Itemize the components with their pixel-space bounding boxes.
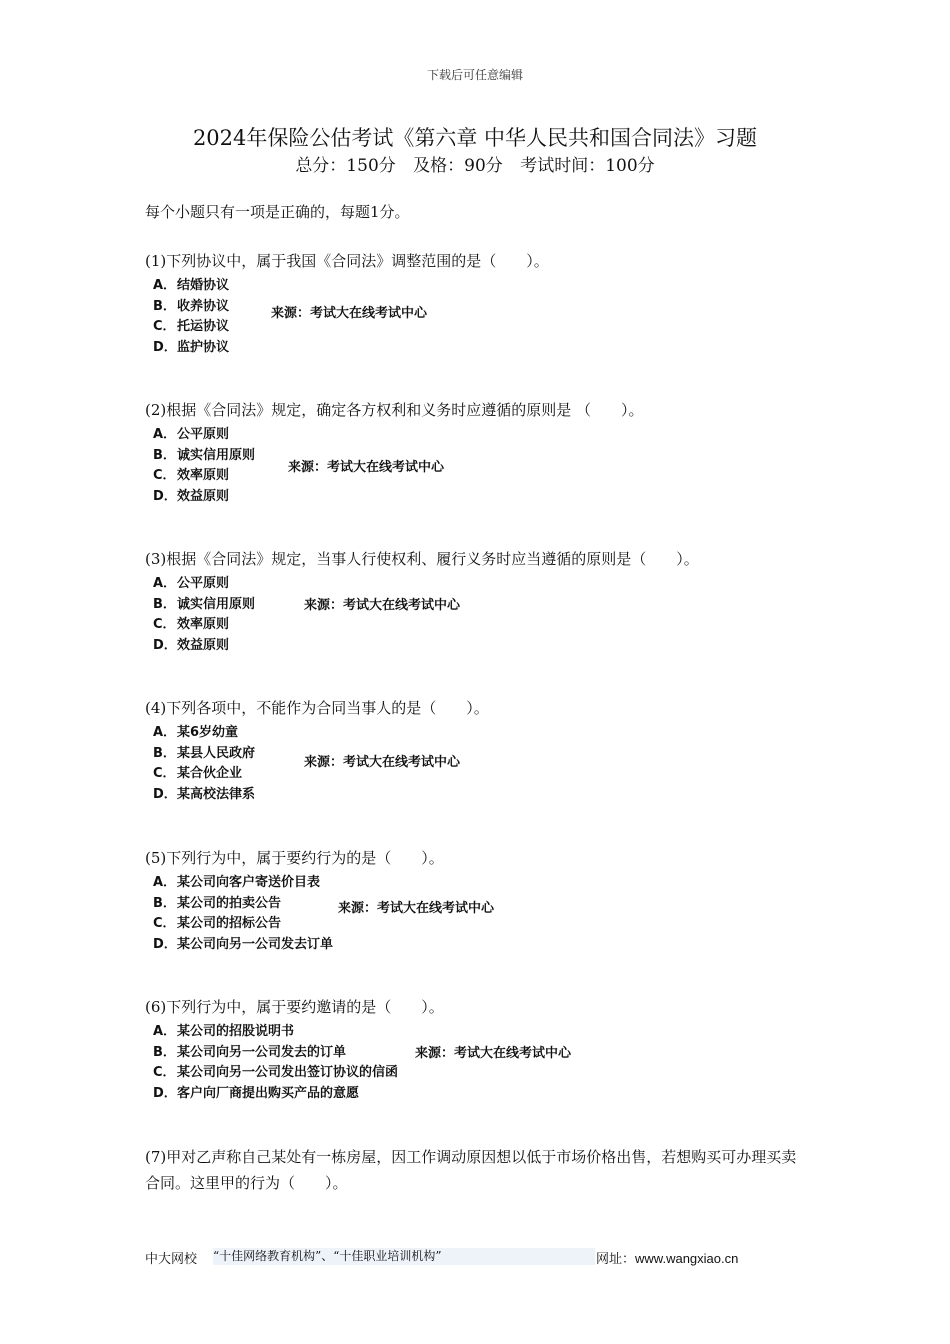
- source-note: 来源：考试大在线考试中心: [415, 1046, 572, 1061]
- question-1: [145, 248, 825, 358]
- option-b: B．某县人民政府: [153, 745, 256, 761]
- option-a: A．某公司向客户寄送价目表: [153, 875, 321, 890]
- question-7: [145, 1144, 810, 1196]
- source-note: 来源：考试大在线考试中心: [304, 598, 461, 613]
- source-note: 来源：考试大在线考试中心: [338, 901, 495, 916]
- question-5: [145, 845, 825, 955]
- school-name: 中大网校: [145, 1252, 198, 1267]
- source-note: 来源：考试大在线考试中心: [288, 460, 445, 475]
- options-list: [153, 425, 825, 507]
- question-stem: (5)下列行为中，属于要约行为的是（ ）。: [145, 849, 444, 867]
- source-note: 来源：考试大在线考试中心: [271, 306, 428, 321]
- question-stem: (3)根据《合同法》规定，当事人行使权利、履行义务时应当遵循的原则是（ ）。: [145, 550, 699, 568]
- page-title: 2024年保险公估考试《第六章 中华人民共和国合同法》习题: [192, 126, 758, 150]
- question-stem: (7)甲对乙声称自己某处有一栋房屋，因工作调动原因想以低于市场价格出售，若想购买可办理买卖合同。这里甲的行为（ ）。: [145, 1148, 797, 1192]
- footer-website: [596, 1248, 738, 1267]
- option-d: D．效益原则: [153, 488, 230, 504]
- option-d: D．监护协议: [153, 339, 230, 355]
- exam-time: 考试时间：100分: [520, 156, 655, 176]
- option-d: D．客户向厂商提出购买产品的意愿: [153, 1085, 360, 1101]
- option-a: A．某公司的招股说明书: [153, 1024, 295, 1039]
- option-b: B．诚实信用原则: [153, 447, 256, 463]
- question-2: [145, 397, 825, 507]
- question-4: [145, 695, 825, 805]
- option-c: C．某公司的招标公告: [153, 916, 282, 931]
- instruction-text: 每个小题只有一项是正确的，每题1分。: [145, 203, 410, 221]
- option-b: B．诚实信用原则: [153, 596, 256, 612]
- page-footer: [145, 1248, 785, 1266]
- source-note: 来源：考试大在线考试中心: [304, 755, 461, 770]
- option-d: D．某公司向另一公司发去订单: [153, 936, 334, 952]
- option-c: C．某合伙企业: [153, 766, 243, 781]
- option-a: A．公平原则: [153, 576, 230, 591]
- option-c: C．效率原则: [153, 617, 230, 632]
- options-list: [153, 574, 825, 656]
- question-stem: (1)下列协议中，属于我国《合同法》调整范围的是（ ）。: [145, 252, 549, 270]
- options-list: [153, 276, 825, 358]
- option-b: B．收养协议: [153, 298, 230, 314]
- pass-score: 及格：90分: [413, 156, 503, 176]
- question-stem: (4)下列各项中，不能作为合同当事人的是（ ）。: [145, 699, 489, 717]
- question-3: [145, 546, 825, 656]
- option-a: A．某6岁幼童: [153, 725, 239, 740]
- option-d: D．效益原则: [153, 637, 230, 653]
- total-score: 总分：150分: [295, 156, 396, 176]
- option-c: C．托运协议: [153, 319, 230, 334]
- footer-slogan: “十佳网络教育机构”、“十佳职业培训机构”: [213, 1248, 595, 1265]
- options-list: [153, 1022, 825, 1104]
- exam-meta: [0, 151, 950, 176]
- question-6: [145, 994, 825, 1104]
- option-d: D．某高校法律系: [153, 786, 256, 802]
- url-label: 网址：: [596, 1252, 636, 1267]
- option-b: B．某公司的拍卖公告: [153, 895, 282, 911]
- question-stem: (2)根据《合同法》规定，确定各方权利和义务时应遵循的原则是 （ ）。: [145, 401, 644, 419]
- option-a: A．结婚协议: [153, 278, 230, 293]
- option-c: C．某公司向另一公司发出签订协议的信函: [153, 1065, 399, 1080]
- options-list: [153, 723, 825, 805]
- option-a: A．公平原则: [153, 427, 230, 442]
- option-c: C．效率原则: [153, 468, 230, 483]
- option-b: B．某公司向另一公司发去的订单: [153, 1044, 347, 1060]
- page-header: 下载后可任意编辑: [426, 68, 523, 82]
- question-stem: (6)下列行为中，属于要约邀请的是（ ）。: [145, 998, 444, 1016]
- website-link[interactable]: www.wangxiao.cn: [635, 1251, 739, 1266]
